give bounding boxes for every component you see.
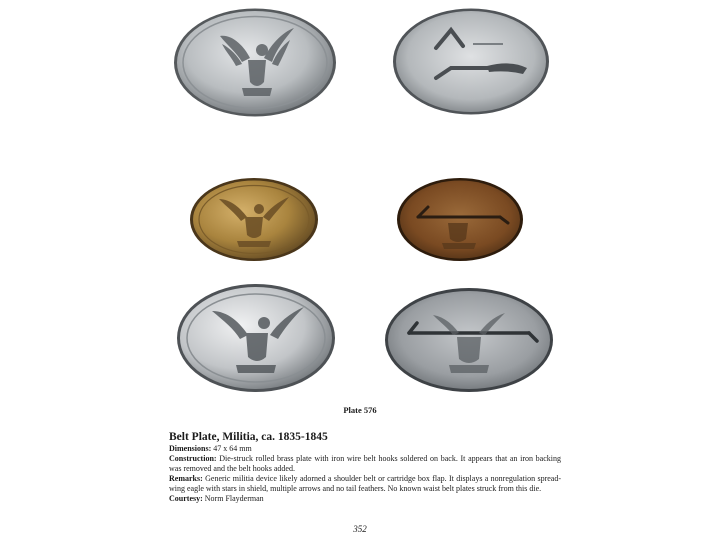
eagle-relief-icon <box>176 283 336 393</box>
eagle-relief-icon <box>172 6 338 119</box>
belt-plate-photo-back-2 <box>396 177 524 262</box>
caption-block <box>169 431 561 504</box>
remarks-label: Remarks: <box>169 474 203 483</box>
belt-plate-photo-back-3 <box>383 287 555 393</box>
courtesy-label: Courtesy: <box>169 494 203 503</box>
wire-hooks-icon <box>383 287 555 393</box>
dimensions-value: 47 x 64 mm <box>213 444 252 453</box>
caption-title: Belt Plate, Militia, ca. 1835-1845 <box>169 431 328 443</box>
construction-paragraph <box>169 454 561 474</box>
eagle-relief-icon <box>189 177 319 262</box>
wire-hooks-icon <box>391 6 551 117</box>
construction-label: Construction: <box>169 454 217 463</box>
remarks-paragraph <box>169 474 561 494</box>
construction-value: Die-struck rolled brass plate with iron wire belt hooks soldered on back. It appears that an iron backing was removed and the belt hooks added. <box>169 454 562 473</box>
courtesy-line <box>169 494 561 504</box>
dimensions-label: Dimensions: <box>169 444 212 453</box>
belt-plate-photo-front-3 <box>176 283 336 393</box>
belt-plate-photo-front-2 <box>189 177 319 262</box>
plate-number-label: Plate 576 <box>343 405 377 415</box>
belt-plate-photo-back-1 <box>391 6 551 117</box>
dimensions-line <box>169 444 561 454</box>
wire-hooks-icon <box>396 177 524 262</box>
remarks-value: Generic militia device likely adorned a shoulder belt or cartridge box flap. It displays a nonregulation spread-wing eagle with stars in shield, multiple arrows and no tail feathers. No known waist belt plates struck from this die. <box>169 474 562 493</box>
page-number: 352 <box>353 524 367 534</box>
belt-plate-photo-front-1 <box>172 6 338 119</box>
courtesy-value: Norm Flayderman <box>204 494 264 503</box>
